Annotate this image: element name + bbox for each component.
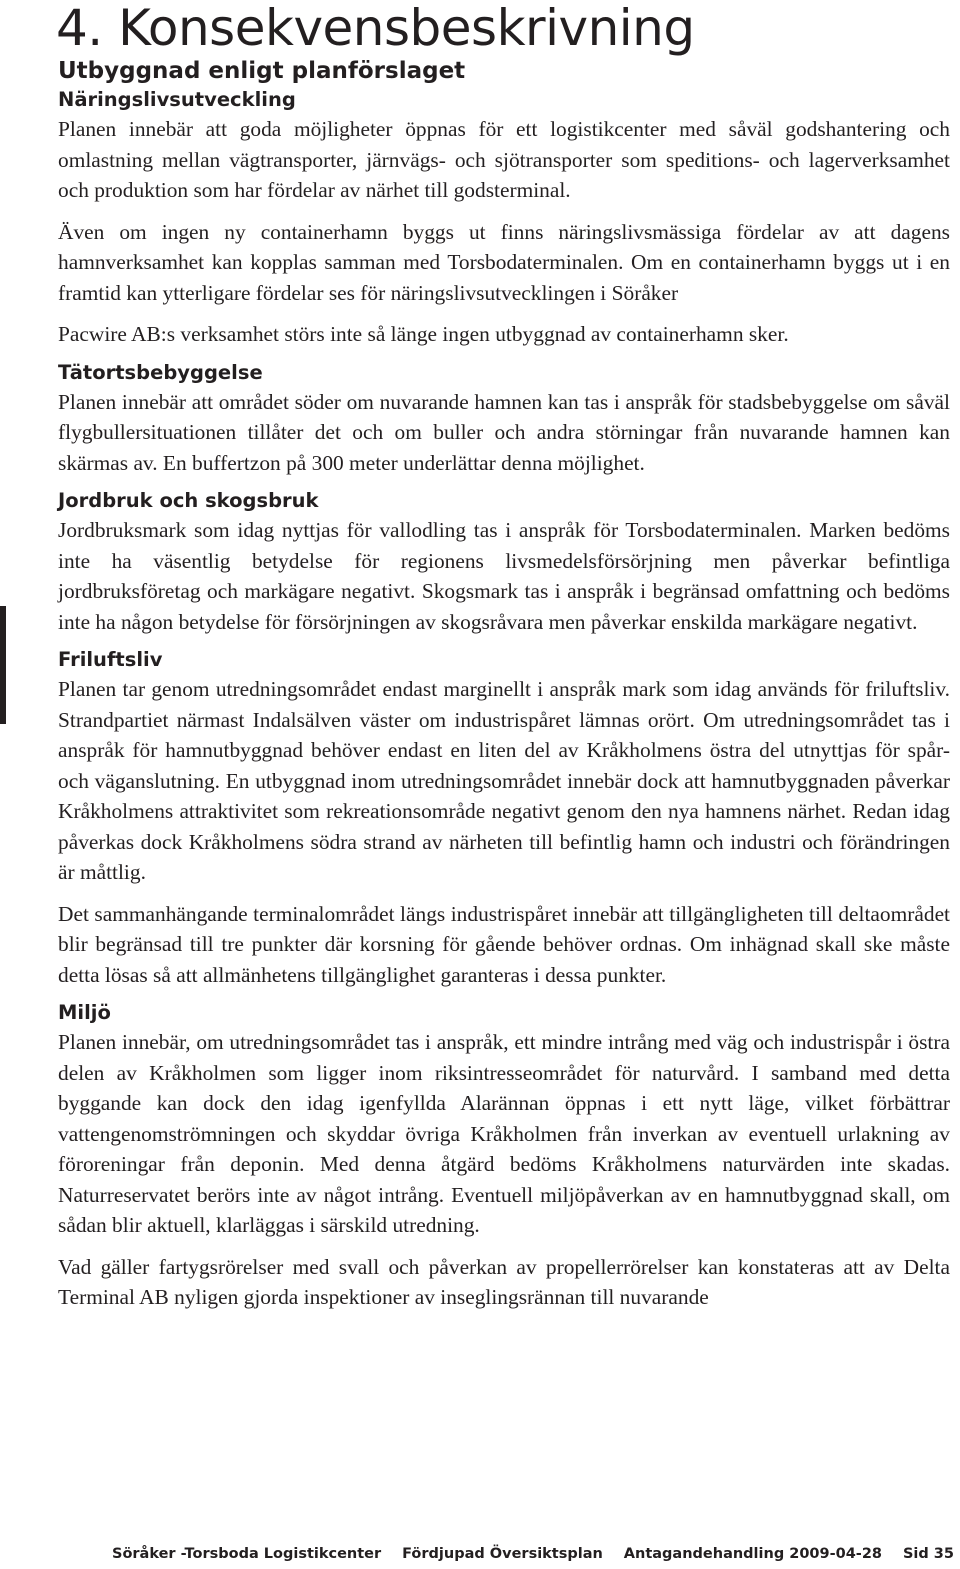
section-heading: Friluftsliv (58, 648, 163, 671)
section-naringsliv (58, 86, 950, 350)
section-miljo (58, 999, 950, 1313)
page-footer (112, 1546, 954, 1562)
footer-project: Söråker -Torsboda Logistikcenter (112, 1546, 382, 1562)
footer-page-number: Sid 35 (902, 1546, 954, 1562)
paragraph: Vad gäller fartygsrörelser med svall och påverkan av propellerrörelser kan konstateras att av Delta Terminal AB nyligen gjorda inspektioner av inseglingsrännan till nuvarande (58, 1254, 950, 1309)
section-friluftsliv (58, 646, 950, 990)
section-tatort (58, 359, 950, 479)
paragraph: Det sammanhängande terminalområdet längs industrispåret innebär att tillgängligheten till deltaområdet blir begränsad till tre punkter där korsning för gående behöver ordnas. Om inhägnad skall ske måste detta lösas så att allmänhetens tillgänglighet garanteras i dessa punkter. (58, 901, 950, 987)
revision-bar (0, 606, 6, 724)
section-heading: Tätortsbebyggelse (58, 360, 263, 384)
paragraph: Planen innebär, om utredningsområdet tas i anspråk, ett mindre intrång med väg och industrispår i östra delen av Kråkholmen som ligger inom riksintresseområdet för naturvård. I samband med detta byggande kan dock den idag igenfyllda Alarännan öppnas i ett nytt läge, vilket förbättrar vattengenomströmningen och skyddar övriga Kråkholmen från inverkan av eventuell urlakning av föroreningar från deponin. Med denna åtgärd bedöms Kråkholmens naturvärden inte skadas. Naturreservatet berörs inte av något intrång. Eventuell miljöpåverkan av en hamnutbyggnad skall, om sådan blir aktuell, klarläggas i särskild utredning. (58, 1030, 950, 1237)
chapter-title: 4. Konsekvensbeskrivning (56, 0, 695, 57)
page-content (58, 0, 950, 1313)
paragraph: Planen tar genom utredningsområdet endast marginellt i anspråk mark som idag används för friluftsliv. Strandpartiet närmast Indalsälven väster om industrispåret lämnas orört. Om utredningsområdet tas i anspråk för hamnutbyggnad behöver endast en liten del av Kråkholmens östra del utnyttjas för spår- och väganslutning. En utbyggnad inom utredningsområdet innebär dock att hamnutbyggnaden påverkar Kråkholmens attraktivitet som rekreationsområde negativt genom den nya hamnens närhet. Redan idag påverkas dock Kråkholmens södra strand av närheten till befintlig hamn och industri och förändringen är måttlig. (58, 677, 950, 884)
paragraph: Planen innebär att goda möjligheter öppnas för ett logistikcenter med såväl godshantering och omlastning mellan vägtransporter, järnvägs- och sjötransporter som speditions- och lagerverksamhet och produktion som har fördelar av närhet till godsterminal. (58, 117, 950, 202)
section-jordbruk (58, 487, 950, 637)
section-heading: Miljö (58, 1001, 111, 1024)
paragraph: Även om ingen ny containerhamn byggs ut finns näringslivsmässiga fördelar av att dagens hamnverksamhet kan kopplas samman med Torsbodaterminalen. Om en containerhamn byggs ut i en framtid kan ytterligare fördelar ses för näringslivsutvecklingen i Söråker (58, 219, 950, 305)
paragraph: Jordbruksmark som idag nyttjas för vallodling tas i anspråk för Torsbodaterminalen. Marken bedöms inte ha väsentlig betydelse för regionens livsmedelsförsörjning men påverkar befintliga jordbruksföretag och markägare negativt. Skogsmark tas i anspråk i begränsad omfattning och bedöms inte ha någon betydelse för försörjningen av skogsråvara men påverkar enskilda markägare negativt. (58, 518, 950, 634)
paragraph: Pacwire AB:s verksamhet störs inte så länge ingen utbyggnad av containerhamn sker. (58, 322, 789, 346)
footer-doc-type: Fördjupad Översiktsplan (402, 1546, 603, 1562)
section-heading: Näringslivsutveckling (58, 88, 296, 111)
paragraph: Planen innebär att området söder om nuvarande hamnen kan tas i anspråk för stadsbebyggelse om såväl flygbullersituationen tillåter det och om buller och andra störningar från nuvarande hamnen kan skärmas av. En buffertzon på 300 meter underlättar denna möjlighet. (58, 389, 950, 475)
footer-status: Antagandehandling 2009-04-28 (623, 1546, 882, 1562)
section-heading: Jordbruk och skogsbruk (58, 489, 319, 512)
section-title: Utbyggnad enligt planförslaget (58, 58, 466, 84)
